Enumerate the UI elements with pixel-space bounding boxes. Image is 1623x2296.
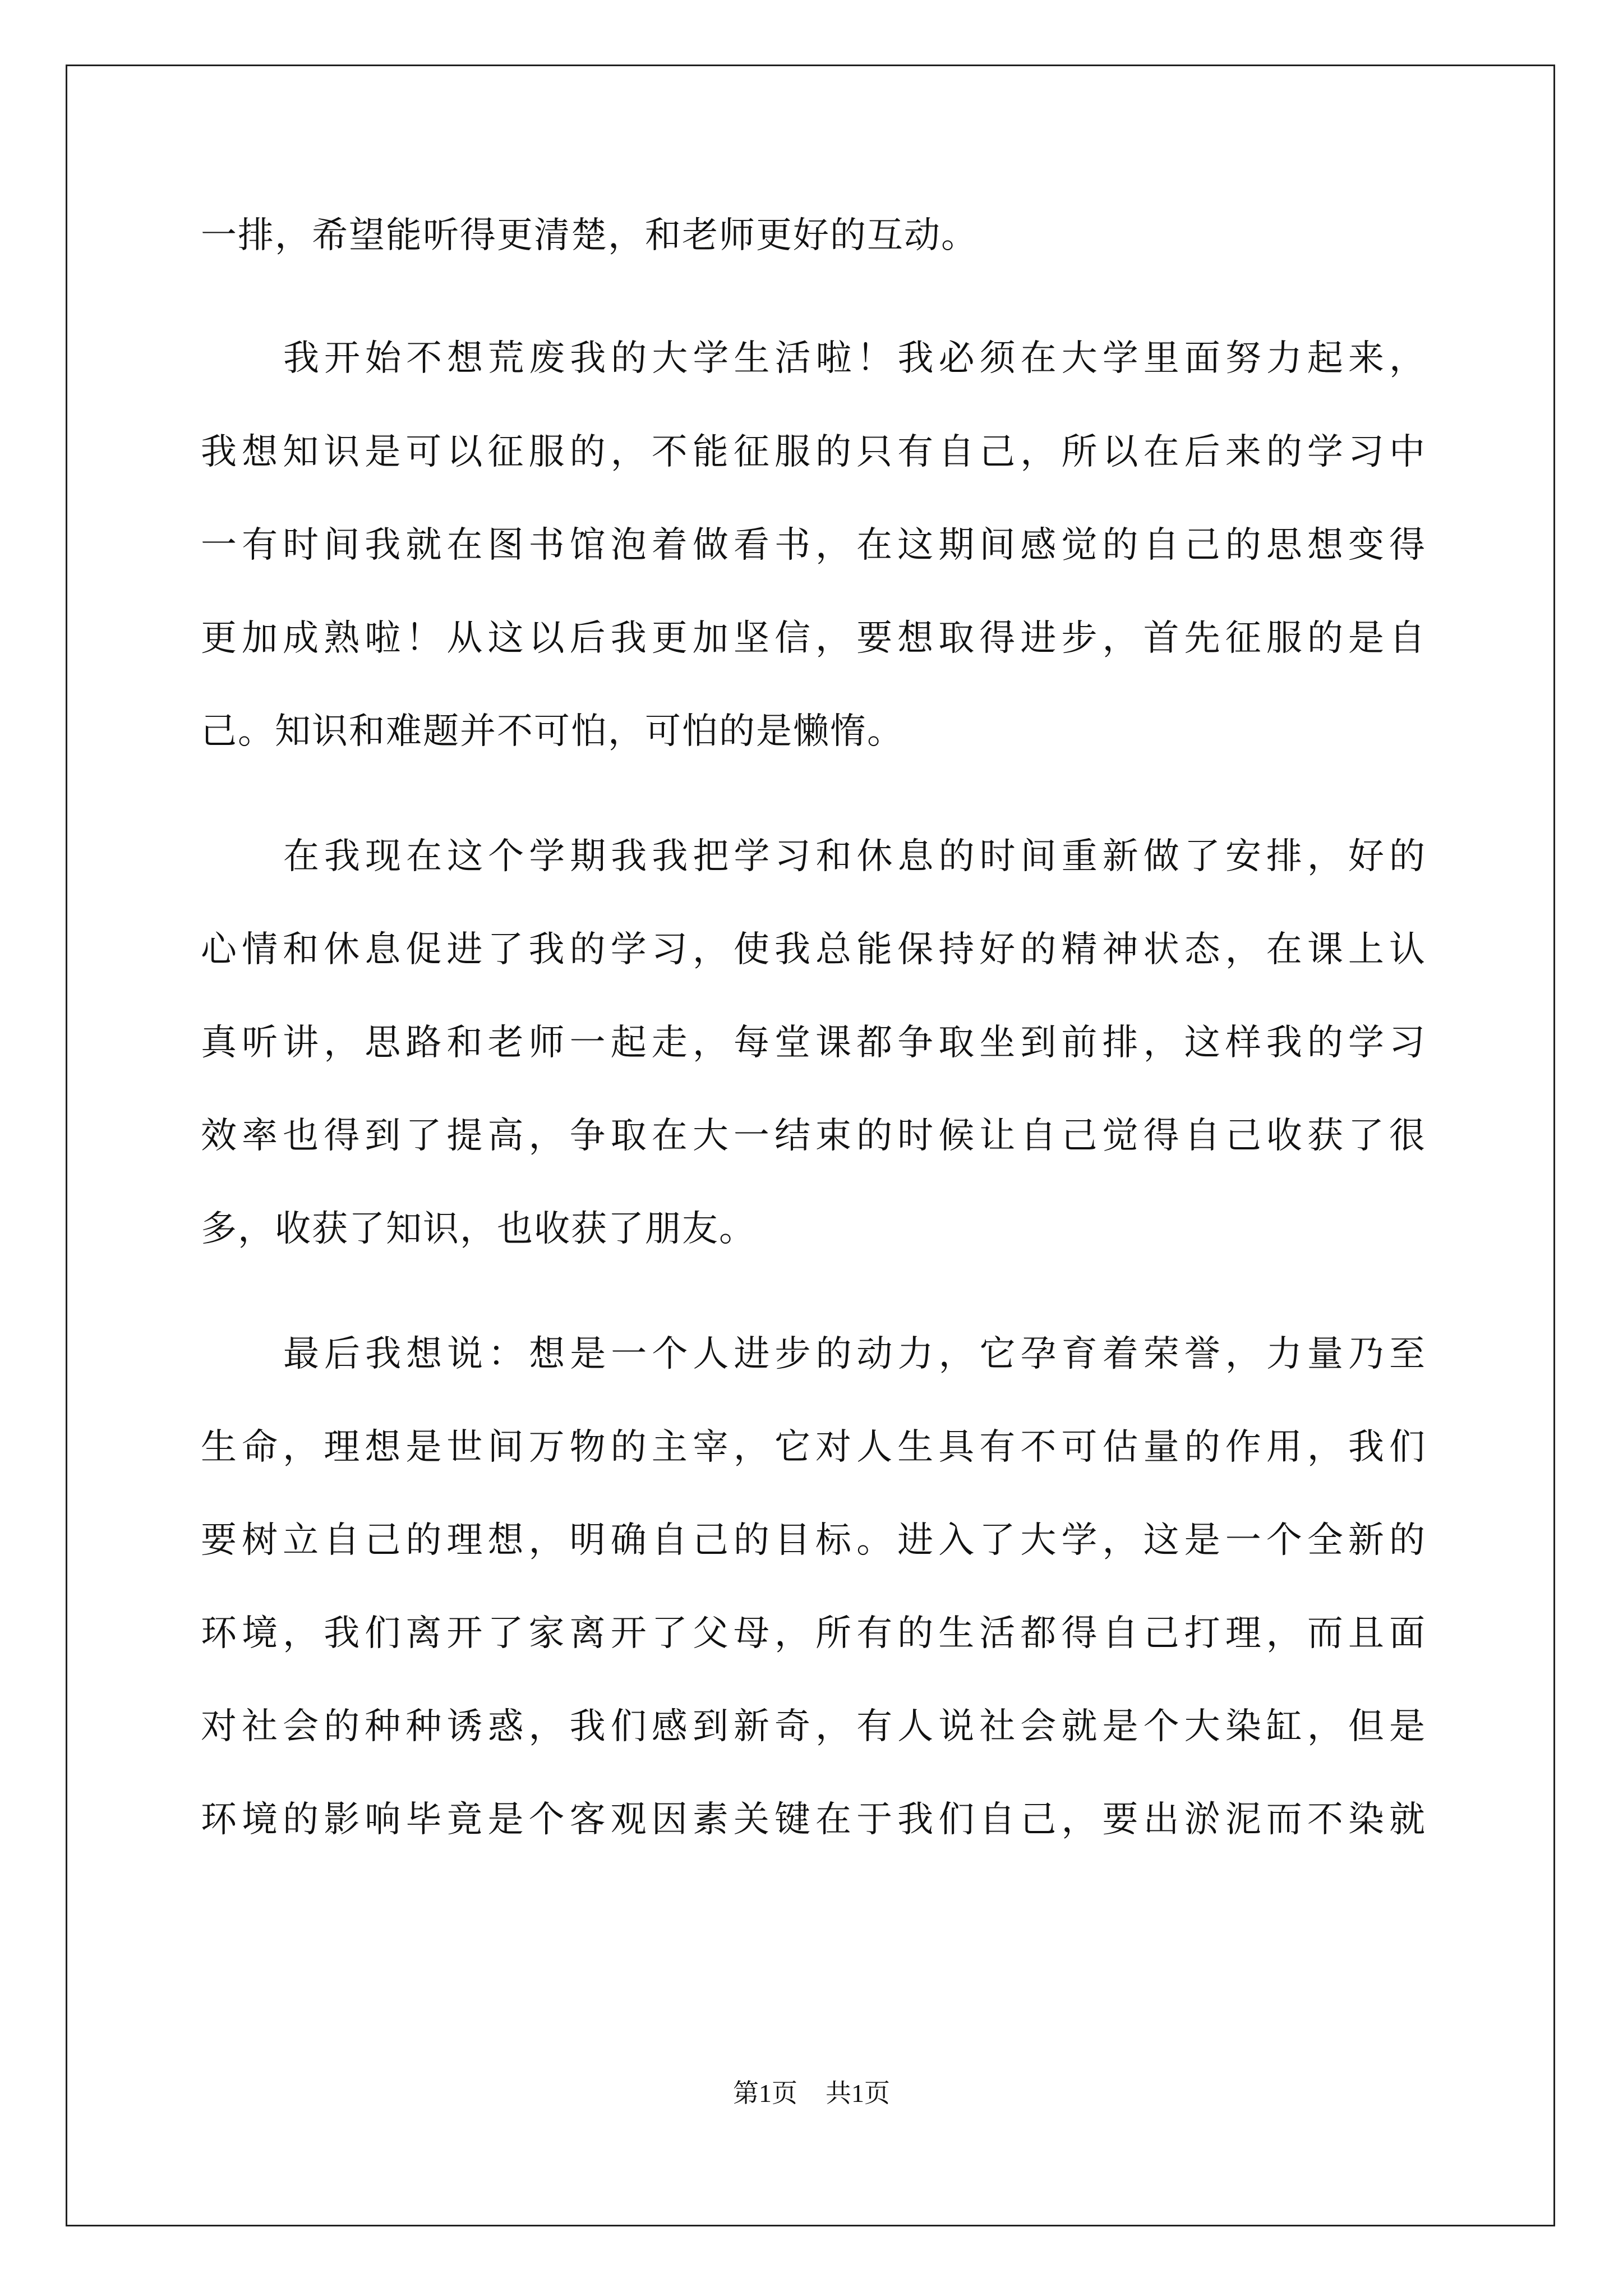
- text-line-15: 环境，我们离开了家离开了父母，所有的生活都得自己打理，而且面: [201, 1613, 1426, 1654]
- text-line-3: 我想知识是可以征服的，不能征服的只有自己，所以在后来的学习中: [201, 431, 1426, 473]
- text-line-9: 真听讲，思路和老师一起走，每堂课都争取坐到前排，这样我的学习: [201, 1022, 1426, 1064]
- text-line-6: 己。知识和难题并不可怕，可怕的是懒惰。: [201, 711, 904, 752]
- text-line-8: 心情和休息促进了我的学习，使我总能保持好的精神状态，在课上认: [201, 929, 1426, 970]
- text-line-17: 环境的影响毕竟是个客观因素关键在于我们自己，要出淤泥而不染就: [201, 1799, 1426, 1841]
- page-number: 第1页: [733, 2079, 797, 2108]
- text-line-1: 一排，希望能听得更清楚，和老师更好的互动。: [201, 215, 978, 256]
- text-line-10: 效率也得到了提高，争取在大一结束的时候让自己觉得自己收获了很: [201, 1115, 1426, 1157]
- text-line-7: 在我现在这个学期我我把学习和休息的时间重新做了安排，好的: [283, 836, 1426, 877]
- text-line-2: 我开始不想荒废我的大学生活啦！我必须在大学里面努力起来，: [283, 338, 1426, 379]
- page-footer: [0, 2077, 1623, 2110]
- text-line-11: 多，收获了知识，也收获了朋友。: [201, 1208, 756, 1250]
- page-total: 共1页: [826, 2079, 890, 2108]
- text-line-16: 对社会的种种诱惑，我们感到新奇，有人说社会就是个大染缸，但是: [201, 1706, 1426, 1747]
- text-line-5: 更加成熟啦！从这以后我更加坚信，要想取得进步，首先征服的是自: [201, 618, 1426, 659]
- text-line-4: 一有时间我就在图书馆泡着做看书，在这期间感觉的自己的思想变得: [201, 524, 1426, 566]
- text-line-14: 要树立自己的理想，明确自己的目标。进入了大学，这是一个全新的: [201, 1520, 1426, 1561]
- text-line-12: 最后我想说：想是一个人进步的动力，它孕育着荣誉，力量乃至: [283, 1333, 1426, 1375]
- text-line-13: 生命，理想是世间万物的主宰，它对人生具有不可估量的作用，我们: [201, 1427, 1426, 1468]
